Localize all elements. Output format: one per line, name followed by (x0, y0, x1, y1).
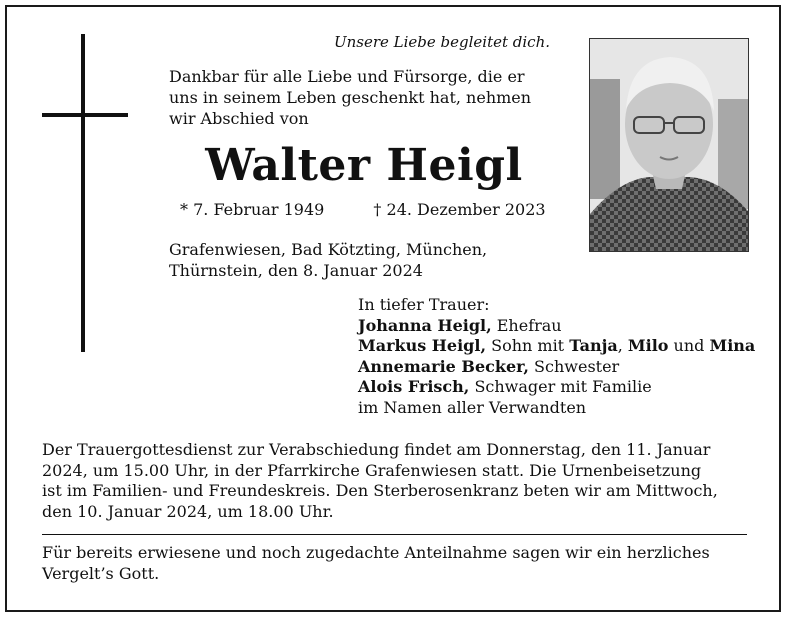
mourner-row (358, 336, 758, 357)
mourner-child-name: Tanja (569, 336, 618, 355)
mourner-relation: Schwager mit Familie (469, 377, 652, 396)
place-line: Thürnstein, den 8. Januar 2024 (169, 261, 423, 280)
place-and-date (169, 239, 569, 281)
thanks-line: Vergelt’s Gott. (42, 563, 160, 583)
mourner-row (358, 316, 758, 337)
divider (42, 534, 747, 535)
mourner-separator: , (617, 336, 628, 355)
service-line: 2024, um 15.00 Uhr, in der Pfarrkirche Grafenwiesen statt. Die Urnenbeisetzung (42, 460, 702, 480)
mourners-heading: In tiefer Trauer: (358, 295, 490, 314)
motto: Unsere Liebe begleitet dich. (333, 33, 550, 51)
intro-line: uns in seinem Leben geschenkt hat, nehmen (169, 88, 532, 107)
mourner-row (358, 357, 758, 378)
birth-date: * 7. Februar 1949 (180, 200, 325, 219)
thanks-text (42, 543, 747, 584)
mourner-name: Johanna Heigl, (358, 315, 492, 335)
intro-text (169, 66, 559, 129)
intro-line: wir Abschied von (169, 109, 309, 128)
mourner-row (358, 377, 758, 398)
mourners-list (358, 295, 758, 418)
place-line: Grafenwiesen, Bad Kötzting, München, (169, 240, 488, 259)
cross-vertical-bar (81, 34, 85, 352)
mourner-relation: Sohn mit (486, 336, 570, 355)
mourner-name: Annemarie Becker, (358, 356, 529, 376)
service-line: ist im Familien- und Freundeskreis. Den Sterberosenkranz beten wir am Mittwoch, (42, 481, 718, 500)
mourner-name: Markus Heigl, (358, 336, 487, 355)
mourner-child-name: Mina (709, 336, 756, 355)
thanks-line: Für bereits erwiesene und noch zugedachte Anteilnahme sagen wir ein herzliches (42, 543, 710, 562)
intro-line: Dankbar für alle Liebe und Fürsorge, die er (169, 67, 525, 86)
mourner-separator: und (668, 336, 710, 355)
deceased-name: Walter Heigl (205, 140, 523, 191)
mourner-child-name: Milo (627, 336, 669, 355)
mourner-relation: Schwester (528, 356, 620, 376)
death-date: † 24. Dezember 2023 (373, 200, 546, 219)
mourner-relation: Ehefrau (491, 315, 562, 335)
service-line: Der Trauergottesdienst zur Verabschiedung findet am Donnerstag, den 11. Januar (42, 440, 711, 459)
life-dates (180, 200, 560, 219)
portrait-photo (589, 38, 749, 252)
cross-horizontal-bar (42, 113, 128, 117)
mourner-name: Alois Frisch, (358, 377, 470, 396)
mourners-closing: im Namen aller Verwandten (358, 397, 587, 417)
service-announcement (42, 440, 747, 522)
portrait-silhouette (590, 39, 748, 251)
service-line: den 10. Januar 2024, um 18.00 Uhr. (42, 501, 334, 521)
